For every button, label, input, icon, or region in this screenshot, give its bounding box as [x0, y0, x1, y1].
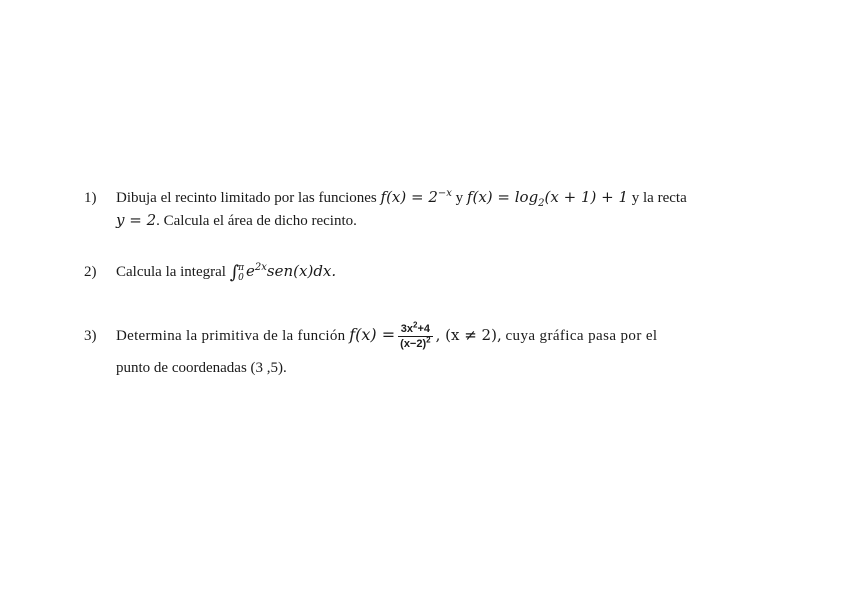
problem-3-number: 3)	[84, 327, 97, 344]
fraction-denominator: $(x-2)^2$	[400, 335, 431, 350]
problem-3-function: f(x) =	[349, 324, 396, 344]
problem-3	[84, 322, 658, 379]
problem-3-text-a: Determina la primitiva de la función	[116, 327, 346, 344]
integral-lower-limit: 0	[238, 272, 244, 283]
problem-1-line-2	[84, 209, 687, 232]
fraction	[398, 322, 432, 351]
problem-2-number: 2)	[84, 264, 97, 280]
problem-1-function-1: $f(x) = 2^{-x}$	[380, 188, 452, 206]
problem-2-text: Calcula la integral	[116, 264, 226, 280]
problem-2	[84, 260, 336, 284]
integrand: $e^{2x}sen(x)dx$.	[246, 262, 337, 280]
problem-3-text-b: cuya gráfica pasa por el	[505, 327, 658, 344]
fraction-numerator: $3x^2+4$	[398, 322, 432, 337]
integral-symbol-icon: ∫	[229, 261, 240, 283]
integral-limits	[238, 263, 244, 283]
problem-1-connector: y	[455, 190, 464, 206]
problem-3-condition: , (x ≠ 2),	[435, 325, 502, 344]
problem-1-number: 1)	[84, 190, 97, 206]
problem-1-line-math: y = 2	[116, 211, 157, 229]
integral-sign	[230, 262, 244, 284]
integral-upper-limit: π	[238, 262, 245, 273]
problem-3-line-1	[84, 322, 658, 351]
problem-1-line-text: . Calcula el área de dicho recinto.	[156, 213, 357, 229]
problem-3-line-2: punto de coordenadas (3 ,5).	[116, 360, 287, 376]
problem-1-function-2: $f(x) = \log_2(x + 1) + 1$	[466, 188, 629, 209]
problem-1-line-1	[84, 186, 687, 209]
problem-1-text-a: Dibuja el recinto limitado por las funciones	[116, 190, 377, 206]
problem-1-text-b: y la recta	[631, 190, 687, 206]
problem-1	[84, 186, 687, 232]
